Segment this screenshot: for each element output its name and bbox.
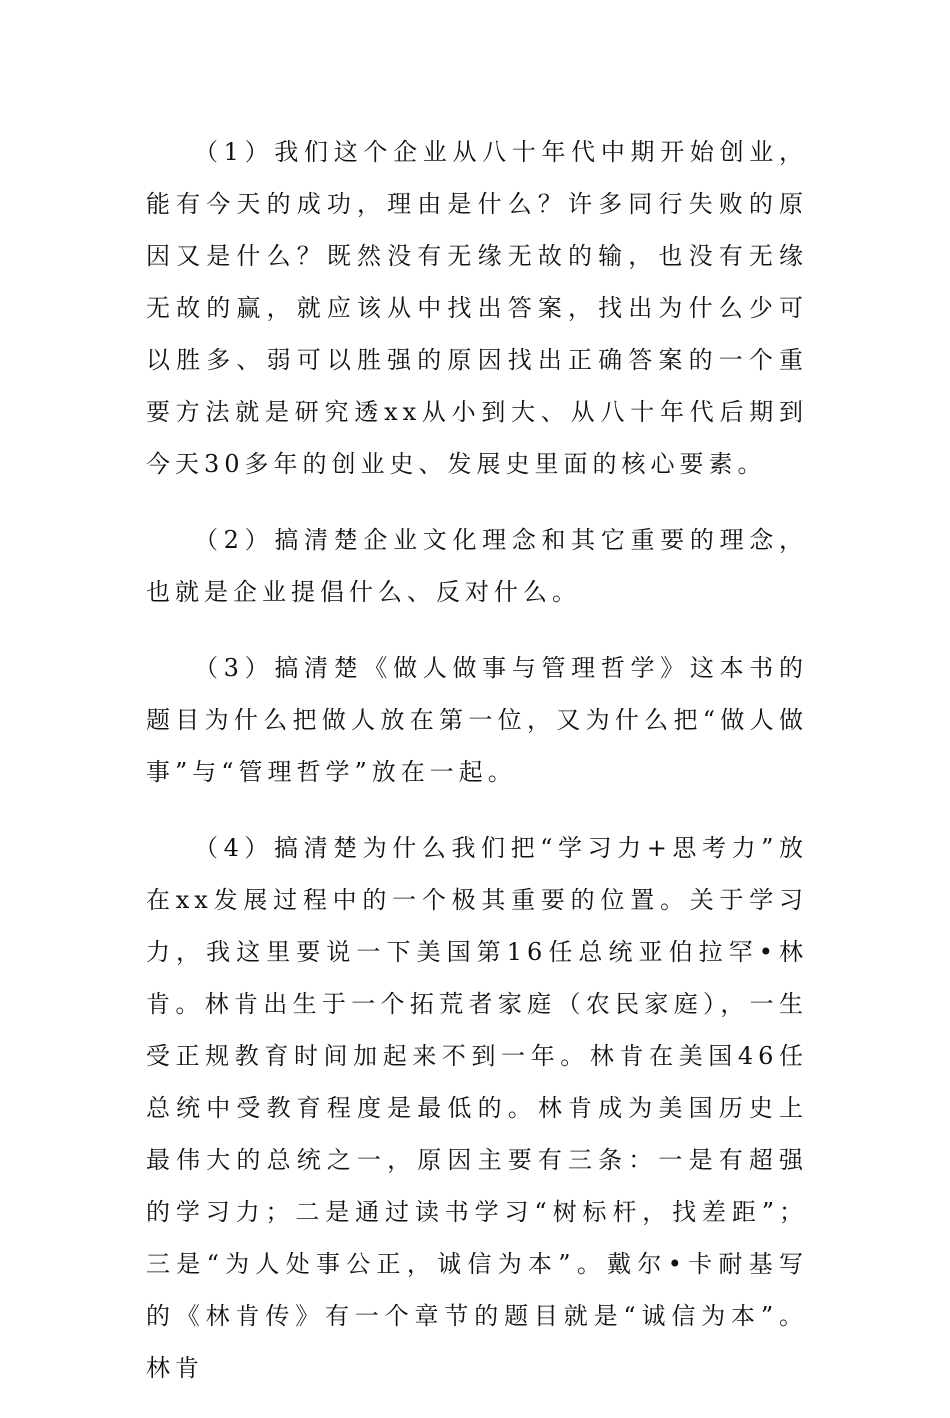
paragraph-2: （2）搞清楚企业文化理念和其它重要的理念，也就是企业提倡什么、反对什么。 — [146, 526, 808, 606]
paragraph-3: （3）搞清楚《做人做事与管理哲学》这本书的题目为什么把做人放在第一位，又为什么把“做人做事”与“管理哲学”放在一起。 — [146, 654, 808, 786]
document-body — [146, 126, 808, 1418]
paragraph-1: （1）我们这个企业从八十年代中期开始创业，能有今天的成功，理由是什么？许多同行失败的原因又是什么？既然没有无缘无故的输，也没有无缘无故的赢，就应该从中找出答案，找出为什么少可以胜多、弱可以胜强的原因找出正确答案的一个重要方法就是研究透xx从小到大、从八十年代后期到今天30多年的创业史、发展史里面的核心要素。 — [146, 138, 808, 478]
paragraph-4: （4）搞清楚为什么我们把“学习力+思考力”放在xx发展过程中的一个极其重要的位置。关于学习力，我这里要说一下美国第16任总统亚伯拉罕•林肯。林肯出生于一个拓荒者家庭（农民家庭），一生受正规教育时间加起来不到一年。林肯在美国46任总统中受教育程度是最低的。林肯成为美国历史上最伟大的总统之一，原因主要有三条：一是有超强的学习力；二是通过读书学习“树标杆，找差距”；三是“为人处事公正，诚信为本”。戴尔•卡耐基写的《林肯传》有一个章节的题目就是“诚信为本”。林肯 — [146, 834, 808, 1382]
